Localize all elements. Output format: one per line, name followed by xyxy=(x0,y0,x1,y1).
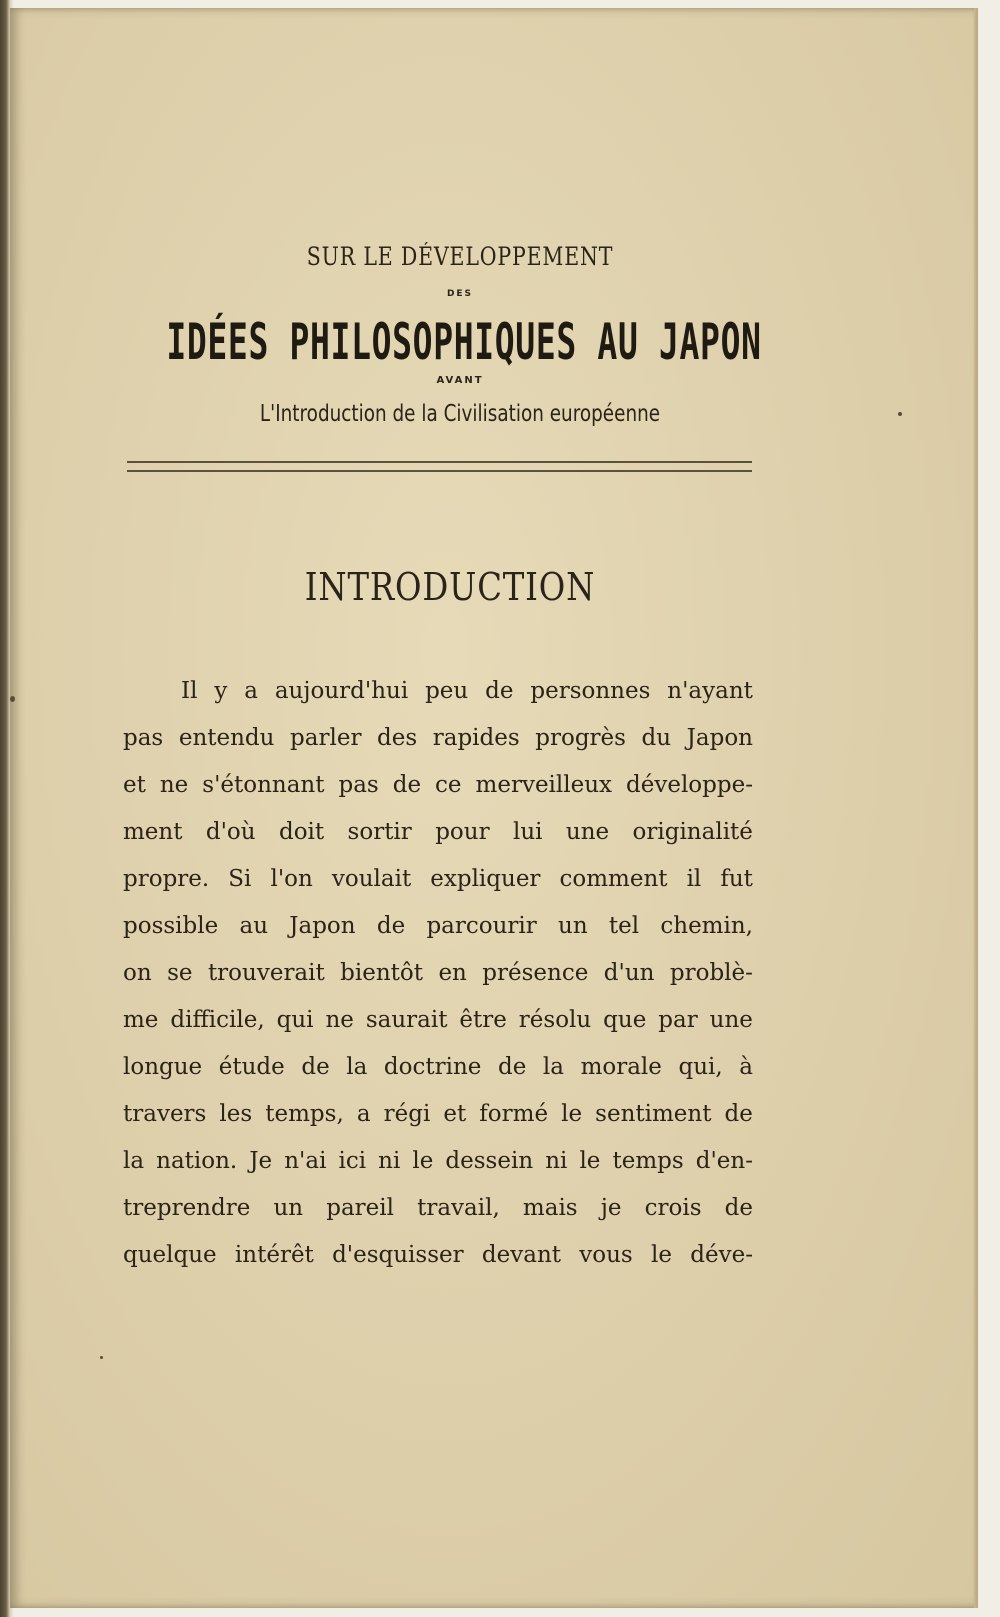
word: de xyxy=(497,1054,527,1080)
word: en xyxy=(438,960,467,986)
word: il xyxy=(686,866,702,892)
word: parler xyxy=(290,725,362,751)
word: intérêt xyxy=(234,1242,314,1268)
word: voulait xyxy=(331,866,412,892)
word: résolu xyxy=(518,1007,592,1033)
word: la xyxy=(346,1054,368,1080)
word: formé xyxy=(479,1101,549,1127)
text-line xyxy=(123,1185,753,1232)
word: sortir xyxy=(347,819,412,845)
text-line xyxy=(123,668,753,715)
word: l'on xyxy=(270,866,313,892)
word: un xyxy=(558,913,588,939)
title-line-1: SUR LE DÉVELOPPEMENT xyxy=(306,242,614,271)
word: mais xyxy=(522,1195,578,1221)
book-page xyxy=(10,8,978,1608)
word: je xyxy=(600,1195,622,1221)
word: des xyxy=(377,725,418,751)
paper-speck xyxy=(100,1356,103,1359)
word: aujourd'hui xyxy=(274,678,409,704)
word: rapides xyxy=(432,725,520,751)
word: chemin, xyxy=(660,913,753,939)
word: de xyxy=(485,678,514,704)
word: tel xyxy=(608,913,640,939)
word: parcourir xyxy=(426,913,537,939)
word: ne xyxy=(159,772,189,798)
word: pareil xyxy=(326,1195,394,1221)
word: de xyxy=(376,913,406,939)
word: ici xyxy=(338,1148,367,1174)
word: temps xyxy=(612,1148,684,1174)
word: saurait xyxy=(365,1007,448,1033)
word: une xyxy=(565,819,610,845)
word: lui xyxy=(512,819,543,845)
word: sentiment xyxy=(595,1101,712,1127)
text-line xyxy=(123,997,753,1044)
body-paragraph xyxy=(123,668,753,1279)
word: pas xyxy=(123,725,164,751)
word: Il xyxy=(181,678,198,704)
text-line xyxy=(123,1138,753,1185)
word: travers xyxy=(123,1101,207,1127)
word: difficile, xyxy=(170,1007,265,1033)
text-line xyxy=(123,950,753,997)
word: comment xyxy=(559,866,668,892)
word: d'où xyxy=(205,819,256,845)
word: quelque xyxy=(123,1242,217,1268)
word: problè- xyxy=(669,960,753,986)
word: le xyxy=(412,1148,434,1174)
word: la xyxy=(542,1054,564,1080)
subtitle: L'Introduction de la Civilisation européenne xyxy=(259,401,661,427)
word: le xyxy=(579,1148,601,1174)
word: entendu xyxy=(178,725,275,751)
word: présence xyxy=(482,960,589,986)
word: on xyxy=(123,960,152,986)
text-line xyxy=(123,762,753,809)
double-rule-divider xyxy=(127,461,752,472)
word: progrès xyxy=(535,725,626,751)
word: qui xyxy=(276,1007,314,1033)
word: le xyxy=(651,1242,672,1268)
word: morale xyxy=(580,1054,662,1080)
word: a xyxy=(356,1101,371,1127)
text-line xyxy=(123,856,753,903)
main-title: IDÉES PHILOSOPHIQUES AU JAPON xyxy=(166,313,762,371)
word: ne xyxy=(325,1007,354,1033)
word: travail, xyxy=(417,1195,500,1221)
word: nation. xyxy=(156,1148,238,1174)
word: de xyxy=(392,772,422,798)
word: propre. xyxy=(123,866,210,892)
word: les xyxy=(219,1101,253,1127)
word: de xyxy=(724,1101,753,1127)
word: peu xyxy=(425,678,469,704)
word: la xyxy=(123,1148,145,1174)
word: merveilleux xyxy=(475,772,613,798)
word: étude xyxy=(218,1054,285,1080)
word: régi xyxy=(383,1101,431,1127)
text-line xyxy=(123,903,753,950)
word: déve- xyxy=(690,1242,753,1268)
word: et xyxy=(443,1101,467,1127)
word: un xyxy=(273,1195,304,1221)
title-line-2: DES xyxy=(446,289,474,299)
text-line xyxy=(123,1044,753,1091)
text-line xyxy=(123,715,753,762)
word: s'étonnant xyxy=(202,772,325,798)
word: et xyxy=(123,772,146,798)
word: doctrine xyxy=(383,1054,482,1080)
word: par xyxy=(658,1007,698,1033)
word: ni xyxy=(545,1148,568,1174)
word: développe- xyxy=(626,772,753,798)
paper-speck xyxy=(898,412,902,416)
word: se xyxy=(167,960,193,986)
word: Japon xyxy=(289,913,356,939)
word: une xyxy=(709,1007,753,1033)
word: n'ayant xyxy=(667,678,753,704)
word: au xyxy=(239,913,269,939)
word: Japon xyxy=(686,725,753,751)
text-line xyxy=(123,809,753,856)
word: fut xyxy=(720,866,753,892)
word: ment xyxy=(123,819,183,845)
word: personnes xyxy=(530,678,651,704)
section-heading: INTRODUCTION xyxy=(304,565,596,609)
word: Si xyxy=(228,866,252,892)
word: qui, xyxy=(678,1054,723,1080)
word: temps, xyxy=(265,1101,344,1127)
word: du xyxy=(641,725,672,751)
word: longue xyxy=(123,1054,203,1080)
word: pas xyxy=(338,772,379,798)
word: expliquer xyxy=(430,866,541,892)
word: ce xyxy=(435,772,462,798)
word: d'en- xyxy=(695,1148,753,1174)
word: ni xyxy=(378,1148,401,1174)
word: à xyxy=(739,1054,753,1080)
word: originalité xyxy=(632,819,753,845)
word: a xyxy=(244,678,258,704)
word: trouverait xyxy=(207,960,325,986)
word: de xyxy=(301,1054,330,1080)
word: Je xyxy=(249,1148,273,1174)
word: possible xyxy=(123,913,219,939)
word: pour xyxy=(435,819,490,845)
word: doit xyxy=(278,819,325,845)
word: devant xyxy=(481,1242,562,1268)
word: d'un xyxy=(603,960,655,986)
word: dessein xyxy=(445,1148,534,1174)
title-line-4: AVANT xyxy=(436,375,484,386)
text-line xyxy=(123,1091,753,1138)
word: d'esquisser xyxy=(332,1242,464,1268)
word: que xyxy=(603,1007,647,1033)
word: bientôt xyxy=(340,960,424,986)
word: crois xyxy=(644,1195,702,1221)
word: de xyxy=(724,1195,753,1221)
paper-speck xyxy=(10,696,15,702)
word: être xyxy=(459,1007,507,1033)
text-line xyxy=(123,1232,753,1279)
word: le xyxy=(561,1101,583,1127)
page-edge xyxy=(974,8,978,1608)
word: vous xyxy=(579,1242,633,1268)
word: n'ai xyxy=(284,1148,327,1174)
word: me xyxy=(123,1007,159,1033)
word: treprendre xyxy=(123,1195,251,1221)
word: y xyxy=(214,678,228,704)
